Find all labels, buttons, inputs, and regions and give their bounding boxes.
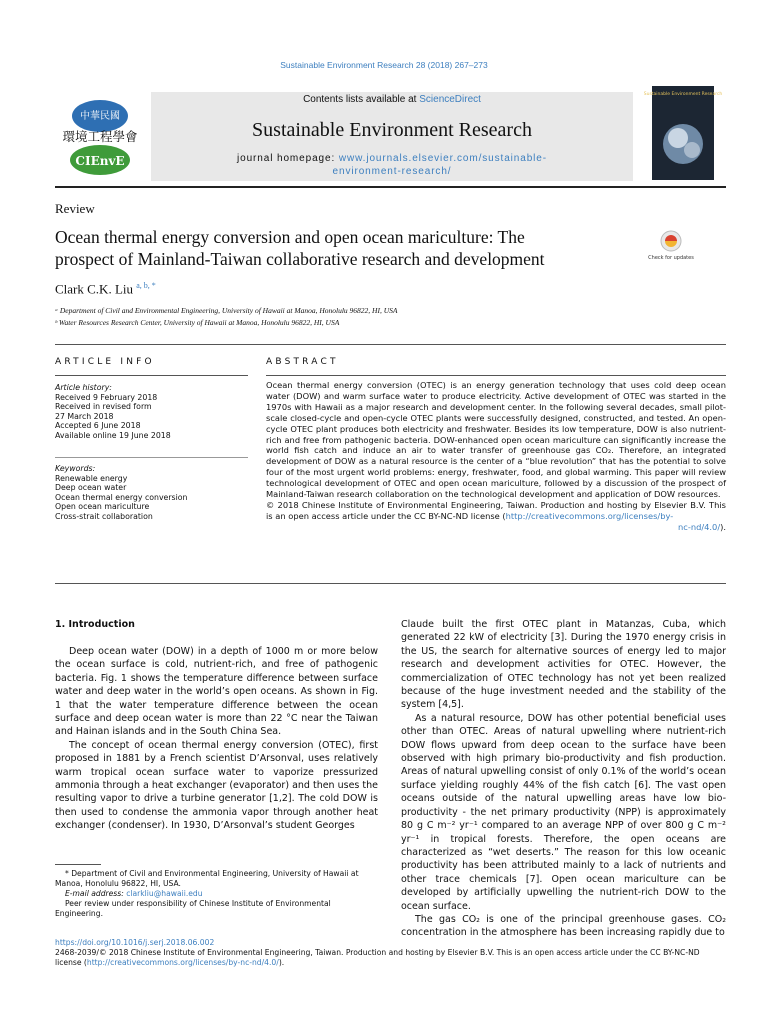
keyword-item: Open ocean mariculture: [55, 502, 150, 512]
affiliation-b: ᵇ Water Resources Research Center, University of Hawaii at Manoa, Honolulu 96822, HI, USA: [55, 318, 340, 327]
footnotes: [55, 869, 378, 919]
email-label: E-mail address:: [65, 889, 127, 898]
paragraph: As a natural resource, DOW has other potential beneficial uses other than OTEC. Areas of natural upwelling where nutrient-rich DOW flows upward from deep ocean to the surface have been observed with high primary bio-productivity and fish production. Areas of natural upwelling consist of only 0.1% of the world’s ocean surface yielding roughly 44% of the fish catch [6]. The vast open oceans outside of the natural upwelling areas have low bio-productivity - the net primary productivity (NPP) is approximately 80 g C m⁻² yr⁻¹ compared to an average NPP of over 800 g C m⁻² yr⁻¹ in tropical forests. Therefore, the open oceans are characterized as “wet deserts.” The reason for this low oceanic productivity has been attributed mainly to a lack of nutrients and other trace chemicals [7]. Open ocean mariculture can be developed by artificially upwelling the nutrient-rich DOW to the ocean surface.: [401, 712, 726, 912]
contents-line: [151, 94, 633, 105]
abstract-heading: ABSTRACT: [266, 357, 339, 367]
homepage-prefix: journal homepage:: [237, 153, 339, 164]
bottom-license-link[interactable]: http://creativecommons.org/licenses/by-nc-nd/4.0/: [86, 958, 279, 967]
title-line-1: Ocean thermal energy conversion and open ocean mariculture: The: [55, 227, 525, 247]
abstract-text: Ocean thermal energy conversion (OTEC) is an energy generation technology that uses cold deep ocean water (DOW) and warm surface water to produce electricity. Active development of OTEC was started in the 1970s with Hawaii as a major research and development center. In the following several decades, small pilot-scale closed-cycle and open-cycle OTEC plants were successfully designed, constructed, and tested. An open-cycle OTEC plant produces both electricity and freshwater. Besides its low temperature, DOW is also nutrient-rich and free from pathogenic bacteria. DOW-enhanced open ocean mariculture can significantly increase the world fish catch and induce an air to water transfer of greenhouse gas CO₂. Therefore, an integrated development of DOW as a natural resource is the center of a “blue revolution” that has the potential to solve four of the most urgent world problems: energy, freshwater, food, and global warming. This paper will review technological development of OTEC and open ocean mariculture, followed by a discussion of the prospect of Mainland-Taiwan research collaboration on the technological development and application of DOW resources.: [266, 380, 726, 500]
journal-reference[interactable]: Sustainable Environment Research 28 (2018) 267–273: [280, 60, 488, 70]
issn-text: 2468-2039/© 2018 Chinese Institute of Environmental Engineering, Taiwan. Production and hosting by Elsevier B.V. This is an open access article under the CC BY-NC-ND: [55, 948, 700, 957]
right-column: [401, 618, 726, 940]
corresponding-author-note: * Department of Civil and Environmental Engineering, University of Hawaii at Manoa, Honolulu 96822, HI, USA.: [55, 869, 359, 888]
author-superscript[interactable]: a, b, *: [136, 281, 156, 290]
abstract-copyright: [266, 500, 726, 522]
footnote-rule: [55, 864, 101, 865]
sciencedirect-link[interactable]: ScienceDirect: [419, 94, 481, 105]
history-item: Available online 19 June 2018: [55, 430, 171, 440]
history-item: 27 March 2018: [55, 411, 114, 421]
paragraph: The concept of ocean thermal energy conversion (OTEC), first proposed in 1881 by a French scientist D’Arsonval, uses relatively warm tropical ocean surface water to vaporize pressurized ammonia through a heat exchanger (evaporator) and then uses the resulting vapor to drive a turbine generator [1,2]. The cold DOW is then used to condense the ammonia vapor through another heat exchanger (condenser). In 1930, D’Arsonval’s student Georges: [55, 739, 378, 832]
bottom-license-suffix: ).: [278, 958, 285, 967]
homepage-link-1[interactable]: www.journals.elsevier.com/sustainable-: [338, 153, 547, 164]
abstract-rule-bottom: [55, 583, 726, 584]
bottom-license: [55, 958, 726, 968]
license-link-2[interactable]: nc-nd/4.0/: [678, 521, 721, 532]
article-info-rule: [55, 375, 248, 376]
keyword-item: Renewable energy: [55, 473, 128, 483]
license-link-1[interactable]: http://creativecommons.org/licenses/by-: [505, 510, 674, 521]
article-title: [55, 226, 650, 270]
keywords-label: Keywords:: [55, 464, 96, 473]
crossmark-badge[interactable]: [648, 228, 694, 266]
author-line: [55, 281, 156, 297]
history-item: Received in revised form: [55, 402, 152, 412]
paragraph: Claude built the first OTEC plant in Matanzas, Cuba, which generated 22 kW of electricity [3]. During the 1970 energy crisis in the US, the search for alternative sources of energy led to major research and development activities for OTEC. However, the commercialization of OTEC technology has not yet been realized because of the huge investment needed and the stability of the system [4,5].: [401, 619, 726, 711]
peer-review-note: Peer review under responsibility of Chinese Institute of Environmental Engineering.: [55, 899, 331, 918]
history-rule: [55, 457, 248, 458]
cover-title-text: Sustainable Environment Research: [643, 92, 723, 97]
keyword-item: Deep ocean water: [55, 483, 127, 493]
copyright-text: © 2018 Chinese Institute of Environmental Engineering, Taiwan. Production and hosting by Elsevier B.V. This is an open access article under the CC BY-NC-ND license (: [266, 499, 726, 521]
email-line: [55, 889, 378, 899]
abstract-body: [266, 380, 726, 533]
journal-homepage: [190, 152, 594, 178]
article-history: [55, 383, 255, 441]
author-name[interactable]: Clark C.K. Liu: [55, 281, 133, 297]
journal-title: Sustainable Environment Research: [252, 119, 532, 141]
homepage-link-2[interactable]: environment-research/: [332, 166, 452, 177]
license-close: ).: [720, 521, 726, 532]
article-info-heading: ARTICLE INFO: [55, 357, 155, 367]
crossmark-label: Check for updates: [648, 255, 694, 261]
history-item: Accepted 6 June 2018: [55, 421, 141, 431]
history-item: Received 9 February 2018: [55, 392, 158, 402]
doi-link[interactable]: https://doi.org/10.1016/j.serj.2018.06.002: [55, 938, 215, 947]
paragraph: Deep ocean water (DOW) in a depth of 1000 m or more below the ocean surface is cold, nutrient-rich, and free of pathogenic bacteria. Fig. 1 shows the temperature difference between surface water and deep water in the world’s open oceans. As shown in Fig. 1 that the water temperature difference between the ocean surface and deep ocean water is more than 22 °C near the Taiwan and Hainan islands and in the South China Sea.: [55, 646, 378, 738]
keyword-item: Ocean thermal energy conversion: [55, 492, 188, 502]
paragraph: The gas CO₂ is one of the principal greenhouse gases. CO₂ concentration in the atmosphere has been increasing rapidly due to: [401, 913, 726, 939]
keyword-item: Cross-strait collaboration: [55, 511, 153, 521]
left-column: [55, 645, 378, 833]
info-rule-top: [55, 344, 726, 345]
abstract-rule: [266, 375, 726, 376]
keywords: [55, 464, 255, 522]
journal-cover-image: [643, 86, 723, 180]
article-type: Review: [55, 201, 95, 216]
header-rule: [55, 186, 726, 188]
bottom-info: [55, 938, 726, 968]
section-heading-introduction: 1. Introduction: [55, 619, 135, 630]
logo-bottom-text: CIEnvE: [75, 154, 125, 168]
contents-prefix: Contents lists available at: [303, 94, 420, 105]
title-line-2: prospect of Mainland-Taiwan collaborative research and development: [55, 249, 545, 269]
email-link[interactable]: clarkliu@hawaii.edu: [126, 889, 203, 898]
history-label: Article history:: [55, 383, 112, 392]
logo-mid-text: 環境工程學會: [62, 129, 138, 144]
bottom-license-prefix: license (: [55, 958, 87, 967]
cienve-logo: [55, 96, 145, 178]
logo-top-text: 中華民國: [80, 111, 120, 122]
affiliation-a: ᵃ Department of Civil and Environmental Engineering, University of Hawaii at Manoa, Honolulu 96822, HI, USA: [55, 306, 398, 315]
abstract-license-end: [266, 522, 726, 533]
